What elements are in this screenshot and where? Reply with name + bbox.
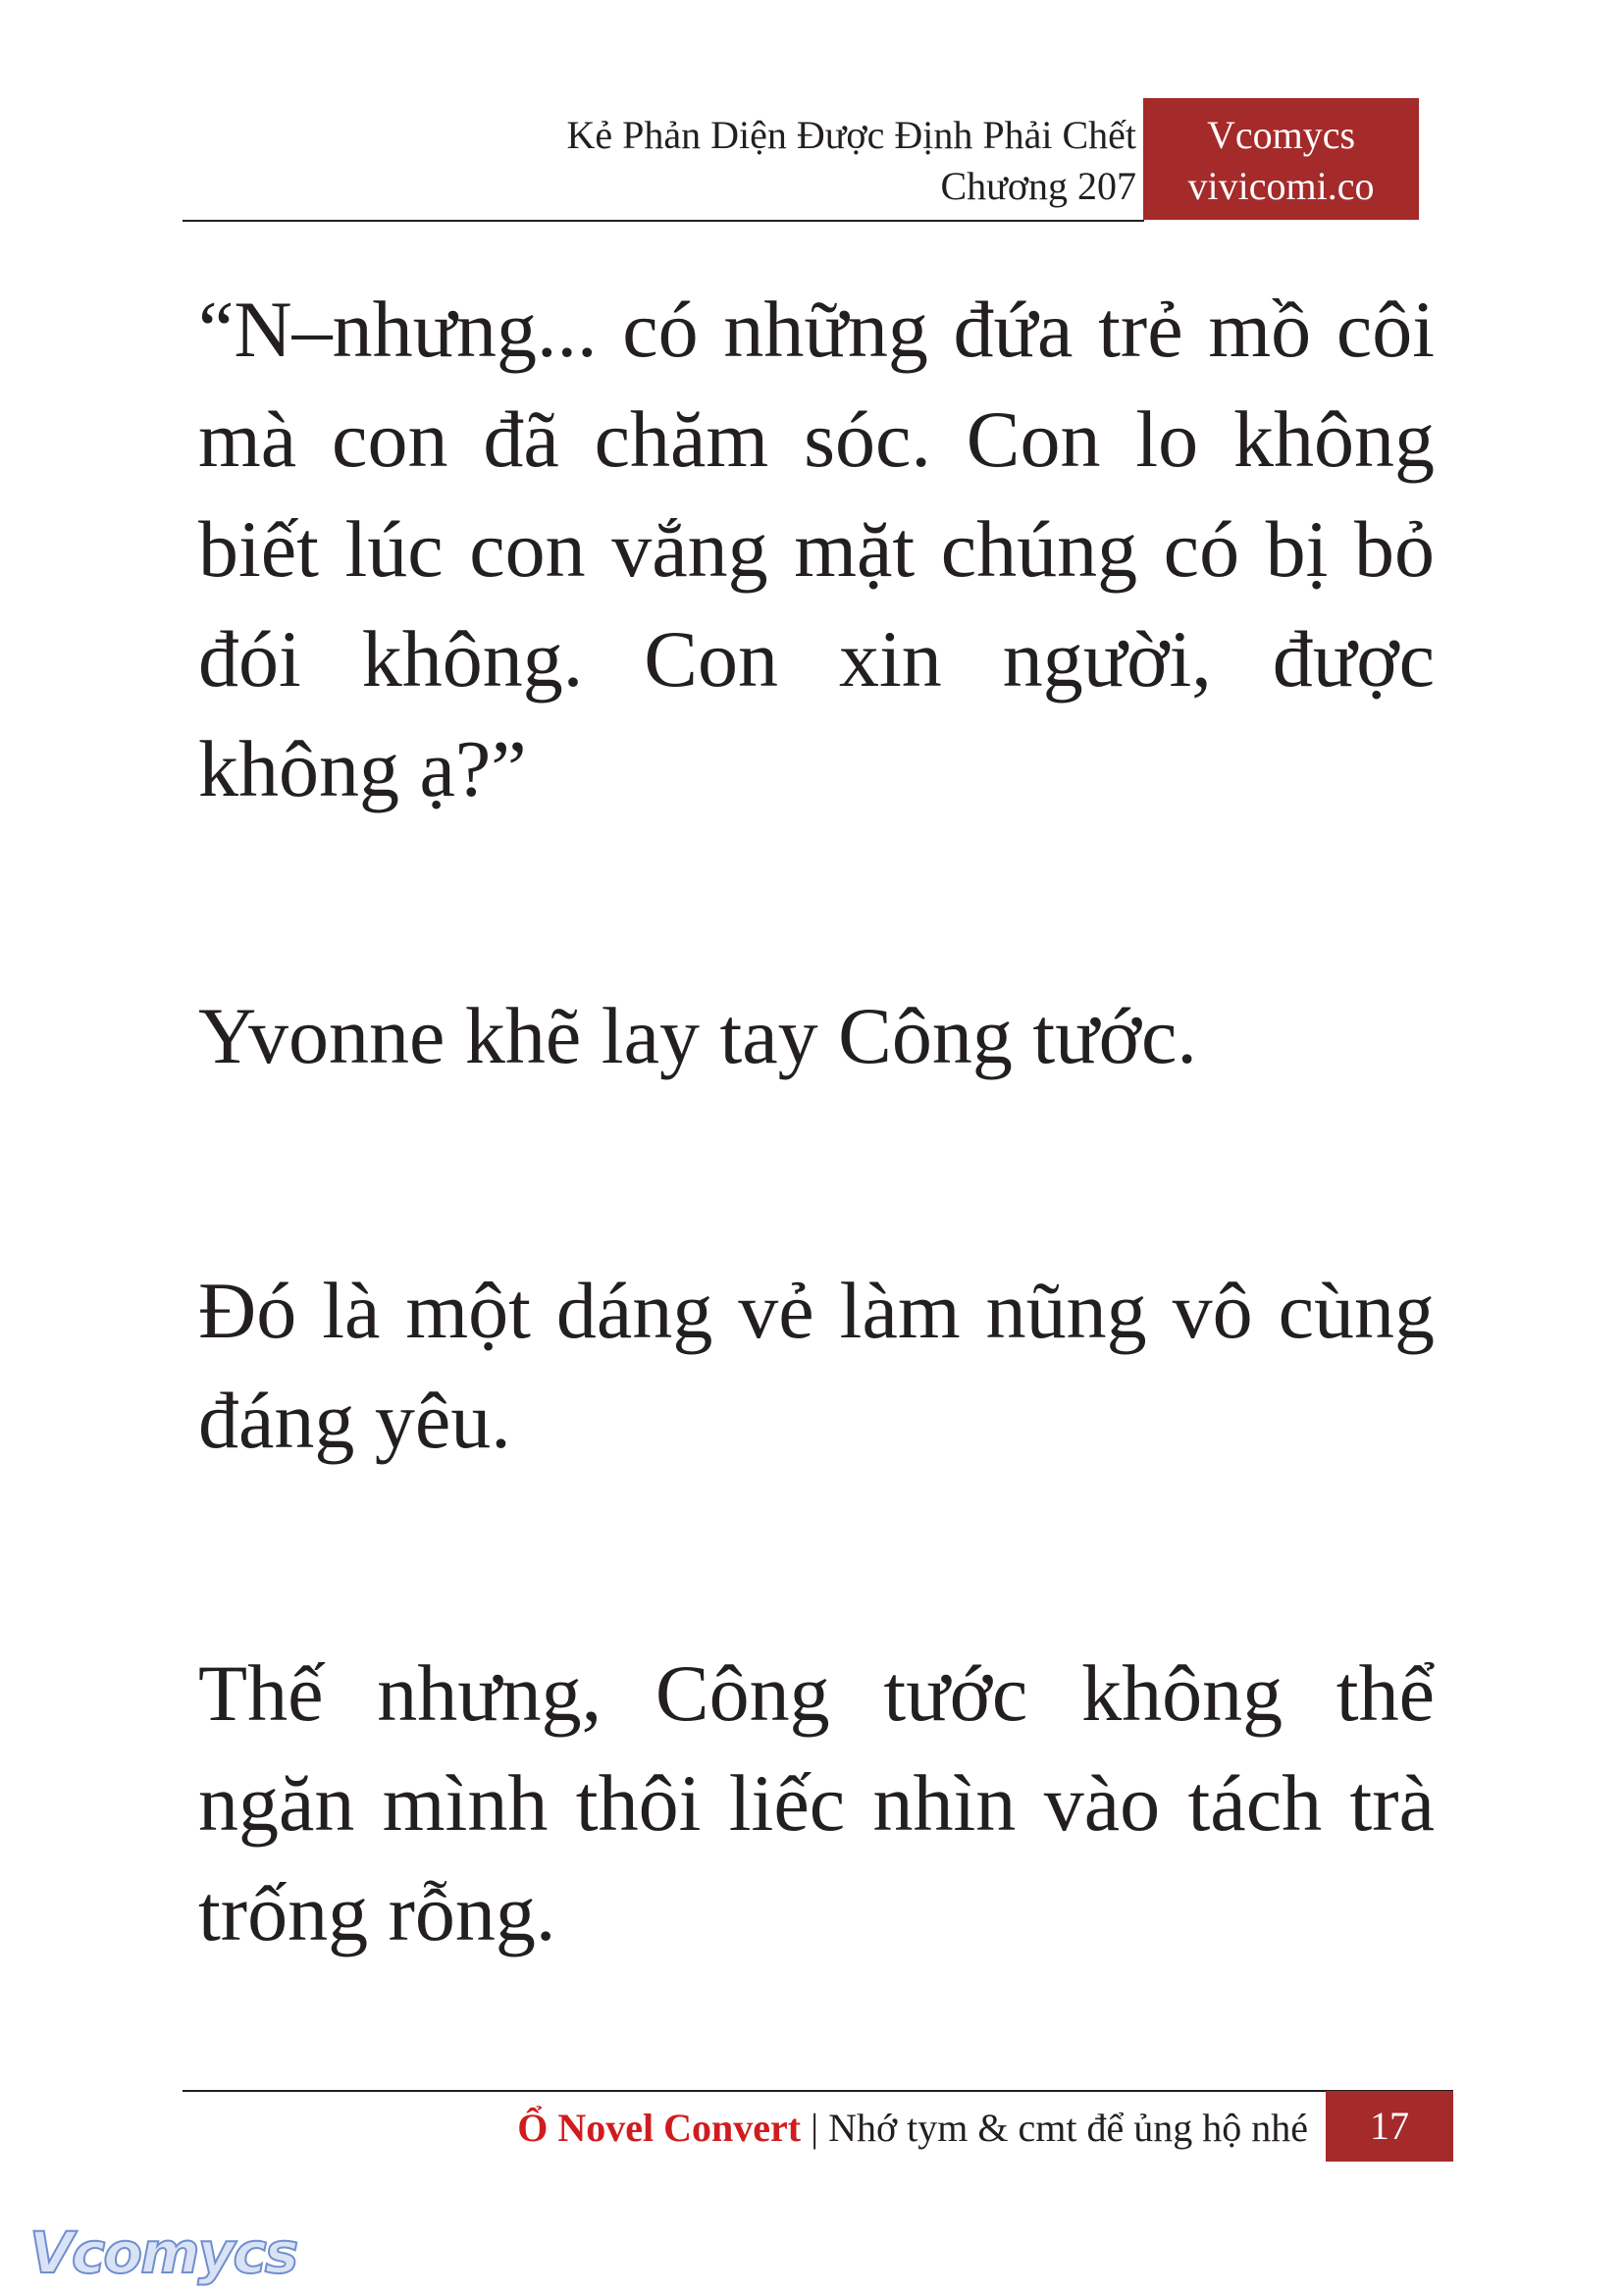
site-badge	[1143, 98, 1419, 220]
paragraph-4: Thế nhưng, Công tước không thể ngăn mình thôi liếc nhìn vào tách trà trống rỗng.	[198, 1648, 1435, 1957]
footer-message: Nhớ tym & cmt để ủng hộ nhé	[828, 2106, 1308, 2150]
paragraph-1: “N–nhưng... có những đứa trẻ mồ côi mà con đã chăm sóc. Con lo không biết lúc con vắng mặt chúng có bị bỏ đói không. Con xin người, được không ạ?”	[198, 285, 1435, 813]
footer-brand: Ổ Novel Convert	[517, 2106, 802, 2150]
paragraph-3: Đó là một dáng vẻ làm nũng vô cùng đáng yêu.	[198, 1266, 1435, 1465]
header-divider	[183, 220, 1144, 222]
footer-line	[517, 2103, 1308, 2154]
paragraph-2: Yvonne khẽ lay tay Công tước.	[198, 991, 1197, 1080]
page-number: 17	[1326, 2091, 1453, 2162]
badge-url: vivicomi.co	[1187, 164, 1375, 208]
footer-divider	[183, 2090, 1453, 2092]
footer-separator: |	[811, 2106, 819, 2150]
watermark-logo: Vcomycs	[29, 2219, 297, 2286]
chapter-label: Chương 207	[940, 164, 1136, 208]
book-title: Kẻ Phản Diện Được Định Phải Chết	[566, 113, 1136, 157]
badge-name: Vcomycs	[1206, 113, 1356, 157]
running-header	[566, 110, 1136, 212]
